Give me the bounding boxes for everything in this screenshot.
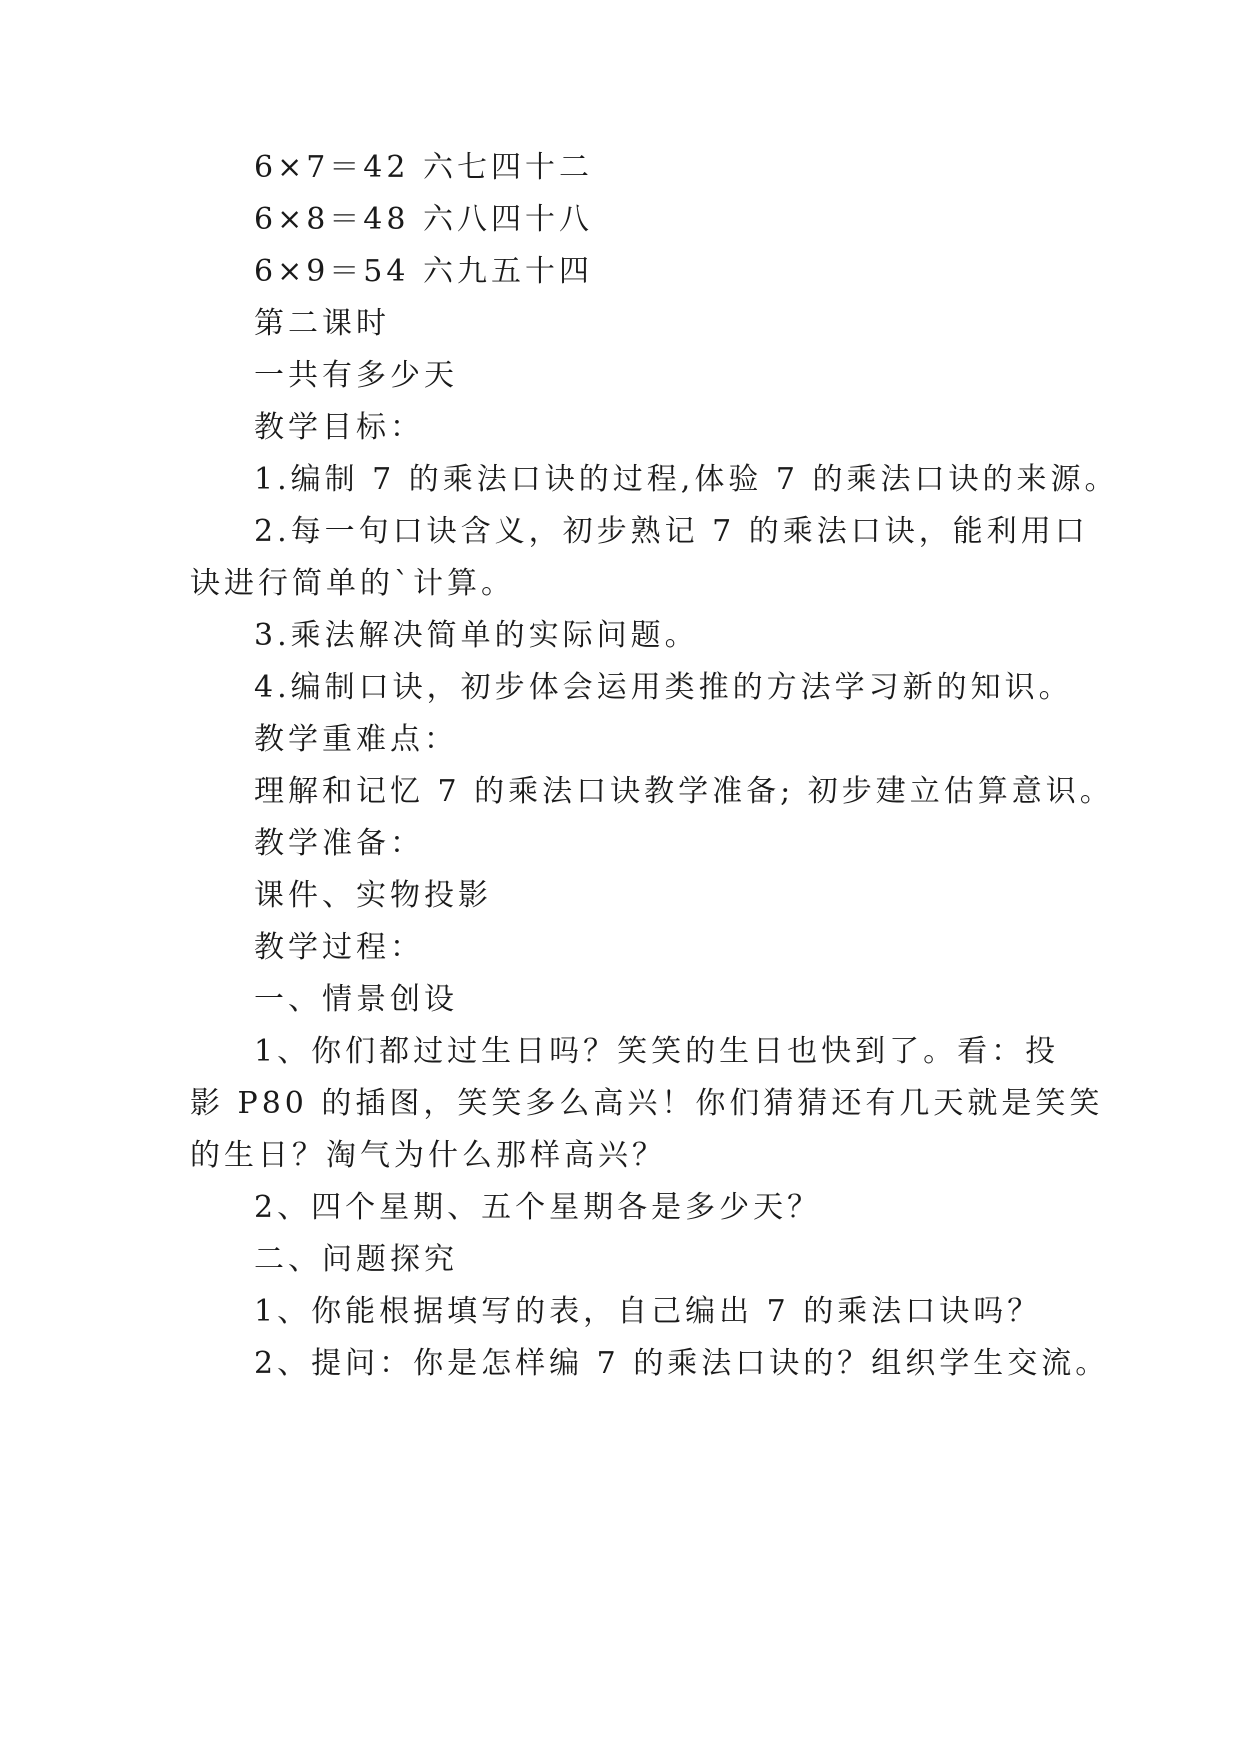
section-heading: 教学准备： [254,826,424,861]
paragraph-line: 影 P80 的插图，笑笑多么高兴！你们猜猜还有几天就是笑笑 [190,1086,1104,1121]
section-heading: 教学过程： [254,930,424,965]
paragraph-line: 的生日？淘气为什么那样高兴？ [190,1138,666,1173]
subsection-heading: 二、问题探究 [254,1242,458,1277]
section-heading: 教学目标： [254,410,424,445]
paragraph-line: 2、四个星期、五个星期各是多少天？ [254,1190,822,1225]
paragraph-line: 诀进行简单的`计算。 [190,566,515,601]
lesson-heading: 第二课时 [254,306,390,341]
paragraph-line: 3.乘法解决简单的实际问题。 [254,618,699,653]
paragraph-line: 2.每一句口诀含义，初步熟记 7 的乘法口诀，能利用口 [254,514,1089,549]
subsection-heading: 一、情景创设 [254,982,458,1017]
paragraph-line: 2、提问：你是怎样编 7 的乘法口诀的？组织学生交流。 [254,1346,1110,1381]
paragraph-line: 1、你能根据填写的表，自己编出 7 的乘法口诀吗？ [254,1294,1042,1329]
paragraph-line: 1.编制 7 的乘法口诀的过程,体验 7 的乘法口诀的来源。 [254,462,1119,497]
lesson-title: 一共有多少天 [254,358,458,393]
paragraph-line: 课件、实物投影 [254,878,492,913]
section-heading: 教学重难点： [254,722,458,757]
formula-line: 6×9＝54 六九五十四 [254,254,594,289]
formula-line: 6×7＝42 六七四十二 [254,150,594,185]
paragraph-line: 1、你们都过过生日吗？笑笑的生日也快到了。看：投 [254,1034,1060,1069]
paragraph-line: 4.编制口诀，初步体会运用类推的方法学习新的知识。 [254,670,1073,705]
formula-line: 6×8＝48 六八四十八 [254,202,594,237]
paragraph-line: 理解和记忆 7 的乘法口诀教学准备; 初步建立估算意识。 [254,774,1114,809]
